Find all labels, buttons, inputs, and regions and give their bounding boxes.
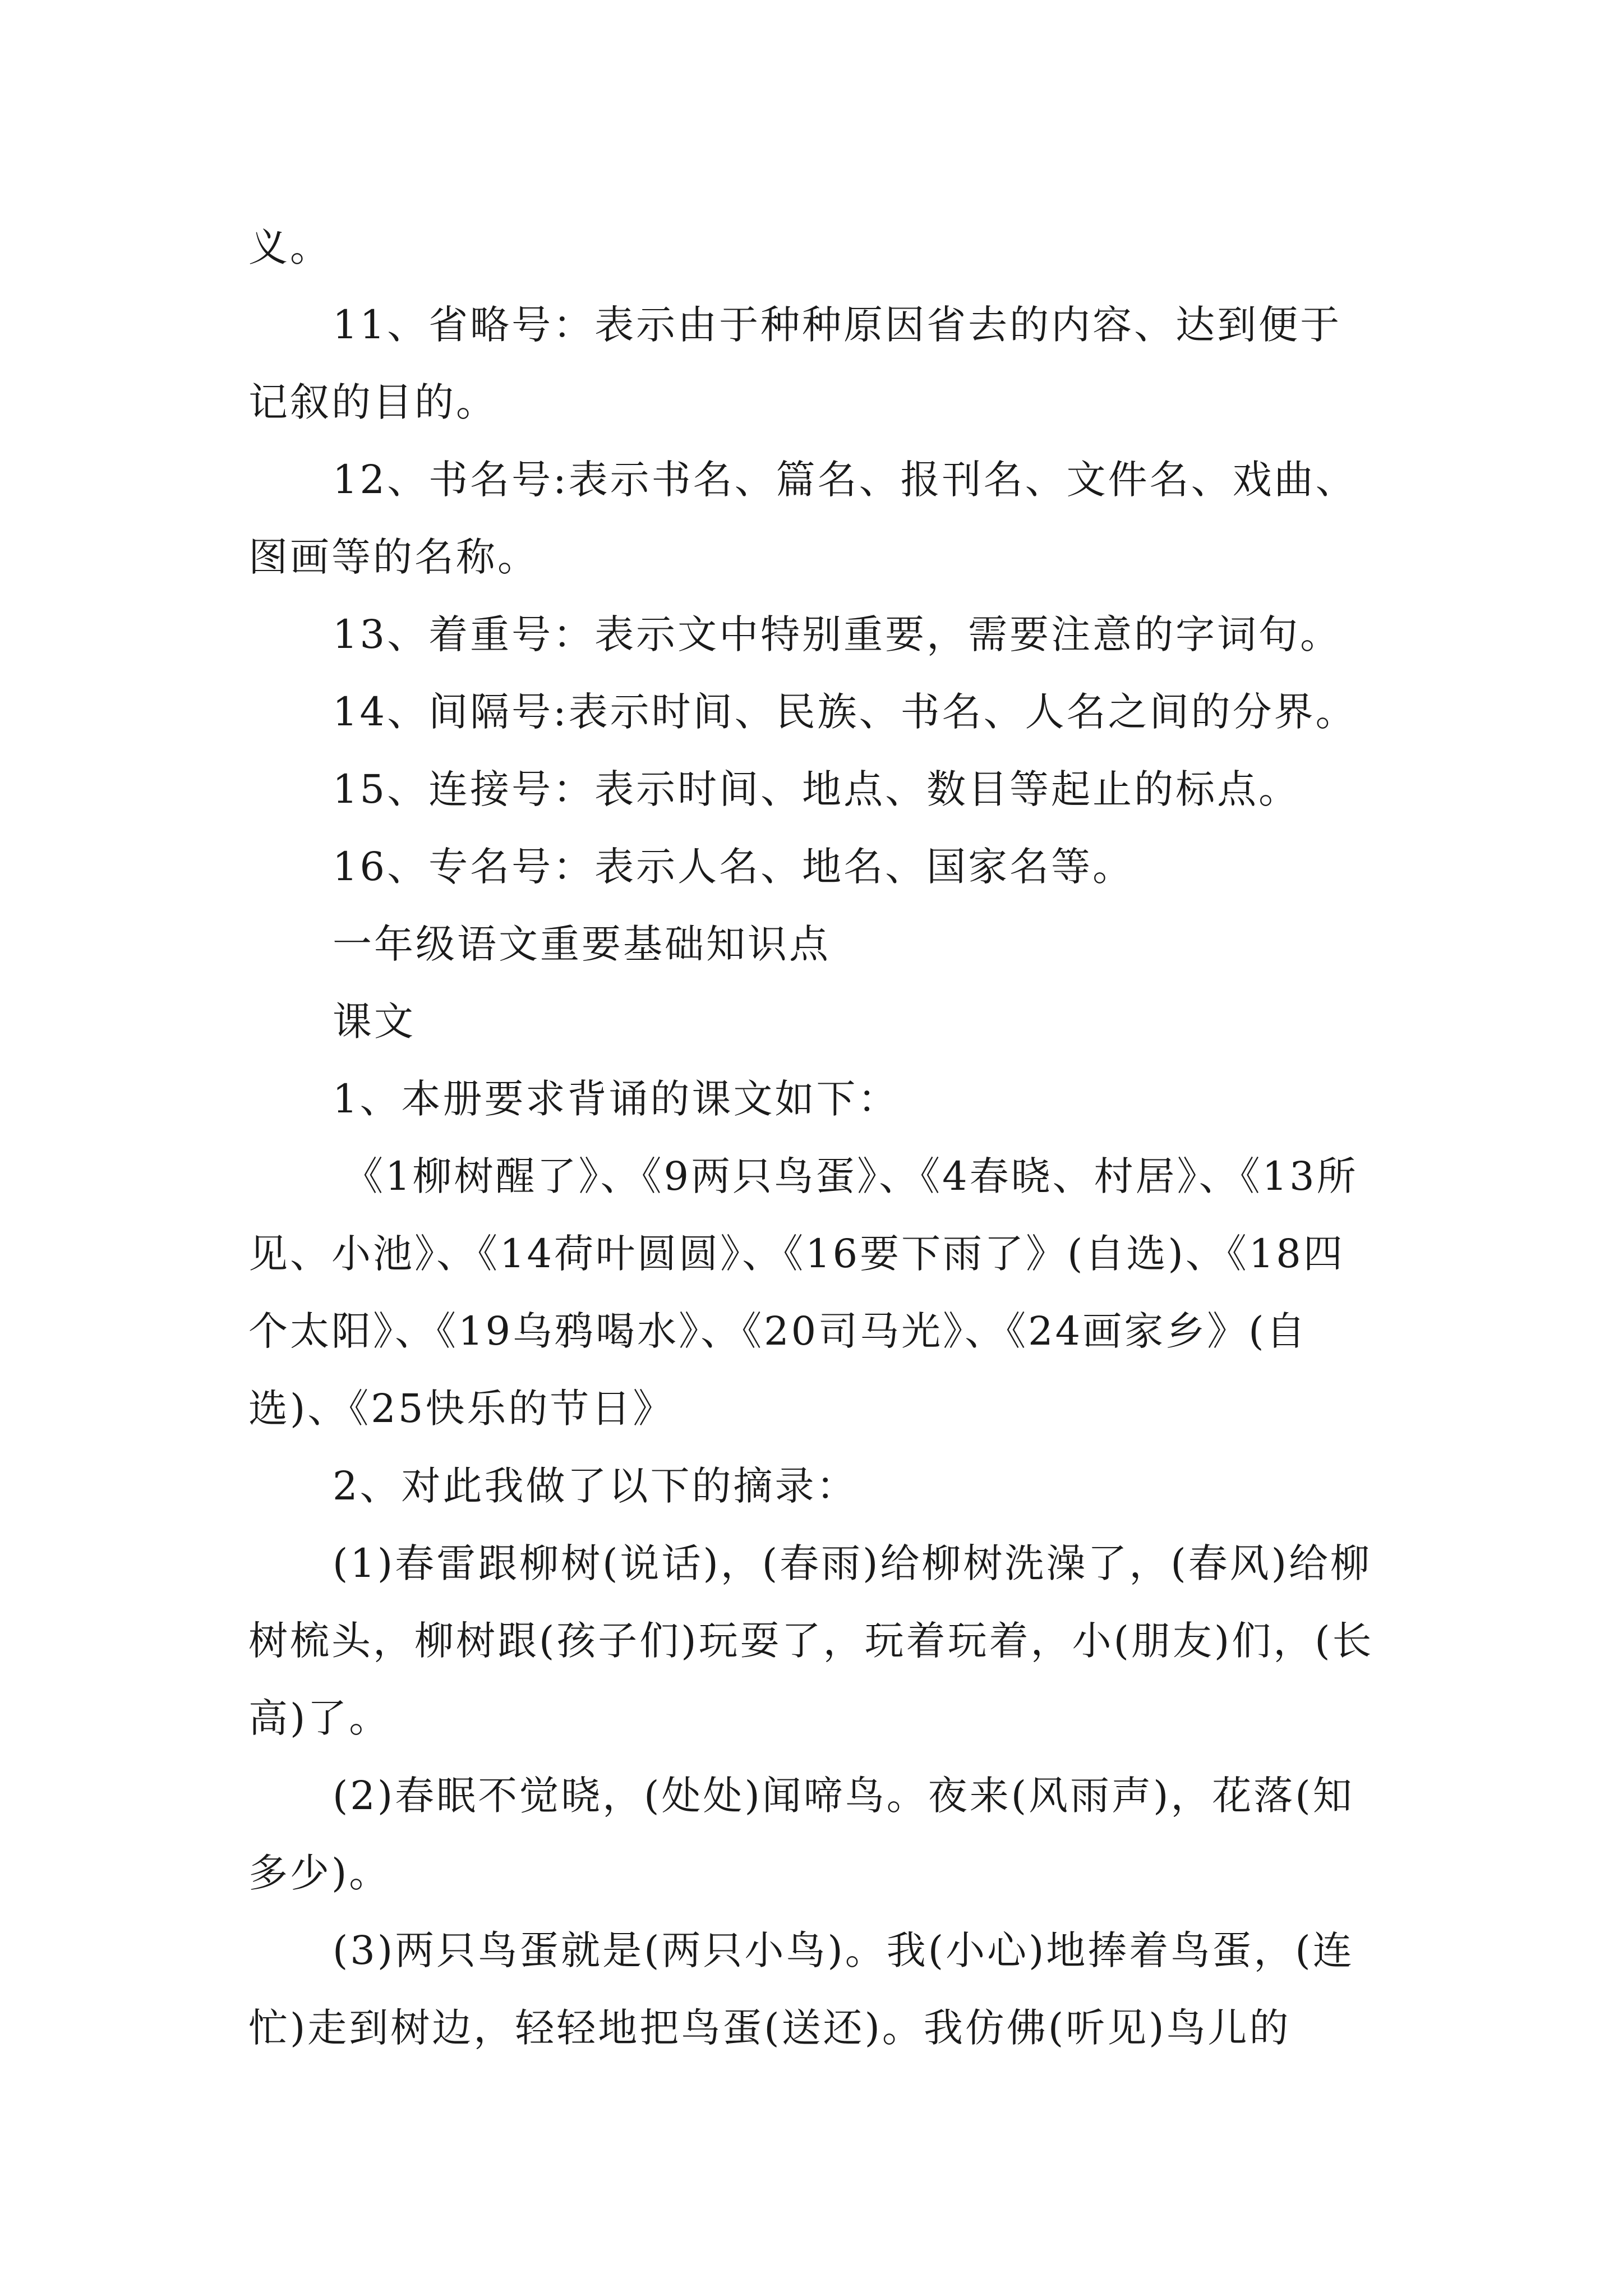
paragraph-separator-mark: 14、间隔号:表示时间、民族、书名、人名之间的分界。: [333, 689, 1357, 735]
paragraph-recitation-list: 《1柳树醒了》、《9两只鸟蛋》、《4春晓、村居》、《13所见、小池》、《14荷叶圆圆》、《16要下雨了》(自选)、《18四个太阳》、《19乌鸦喝水》、《20司马光》、《24画家乡》(自选)、《25快乐的节日》: [248, 1153, 1358, 1432]
document-body: [248, 209, 1381, 2067]
paragraph-excerpt-intro: 2、对此我做了以下的摘录：: [333, 1463, 858, 1509]
paragraph-excerpt-3: (3)两只鸟蛋就是(两只小鸟)。我(小心)地捧着鸟蛋，(连忙)走到树边，轻轻地把鸟蛋(送还)。我仿佛(听见)鸟儿的: [248, 1927, 1354, 2051]
paragraph-continuation: 义。: [248, 224, 331, 270]
paragraph-emphasis-mark: 13、着重号：表示文中特别重要，需要注意的字词句。: [333, 611, 1342, 657]
paragraph-excerpt-2: (2)春眠不觉晓，(处处)闻啼鸟。夜来(风雨声)，花落(知多少)。: [248, 1773, 1354, 1896]
paragraph-excerpt-1: (1)春雷跟柳树(说话)，(春雨)给柳树洗澡了，(春风)给柳树梳头，柳树跟(孩子们)玩耍了，玩着玩着，小(朋友)们，(长高)了。: [248, 1540, 1374, 1741]
paragraph-title-mark: 12、书名号:表示书名、篇名、报刊名、文件名、戏曲、图画等的名称。: [248, 457, 1357, 580]
paragraph-proper-name-mark: 16、专名号：表示人名、地名、国家名等。: [333, 844, 1135, 890]
paragraph-connector-mark: 15、连接号：表示时间、地点、数目等起止的标点。: [333, 766, 1301, 812]
section-heading: 一年级语文重要基础知识点: [333, 921, 831, 967]
subsection-heading: 课文: [333, 999, 416, 1045]
paragraph-ellipsis: 11、省略号：表示由于种种原因省去的内容、达到便于记叙的目的。: [248, 302, 1342, 425]
paragraph-recitation-intro: 1、本册要求背诵的课文如下：: [333, 1076, 900, 1122]
